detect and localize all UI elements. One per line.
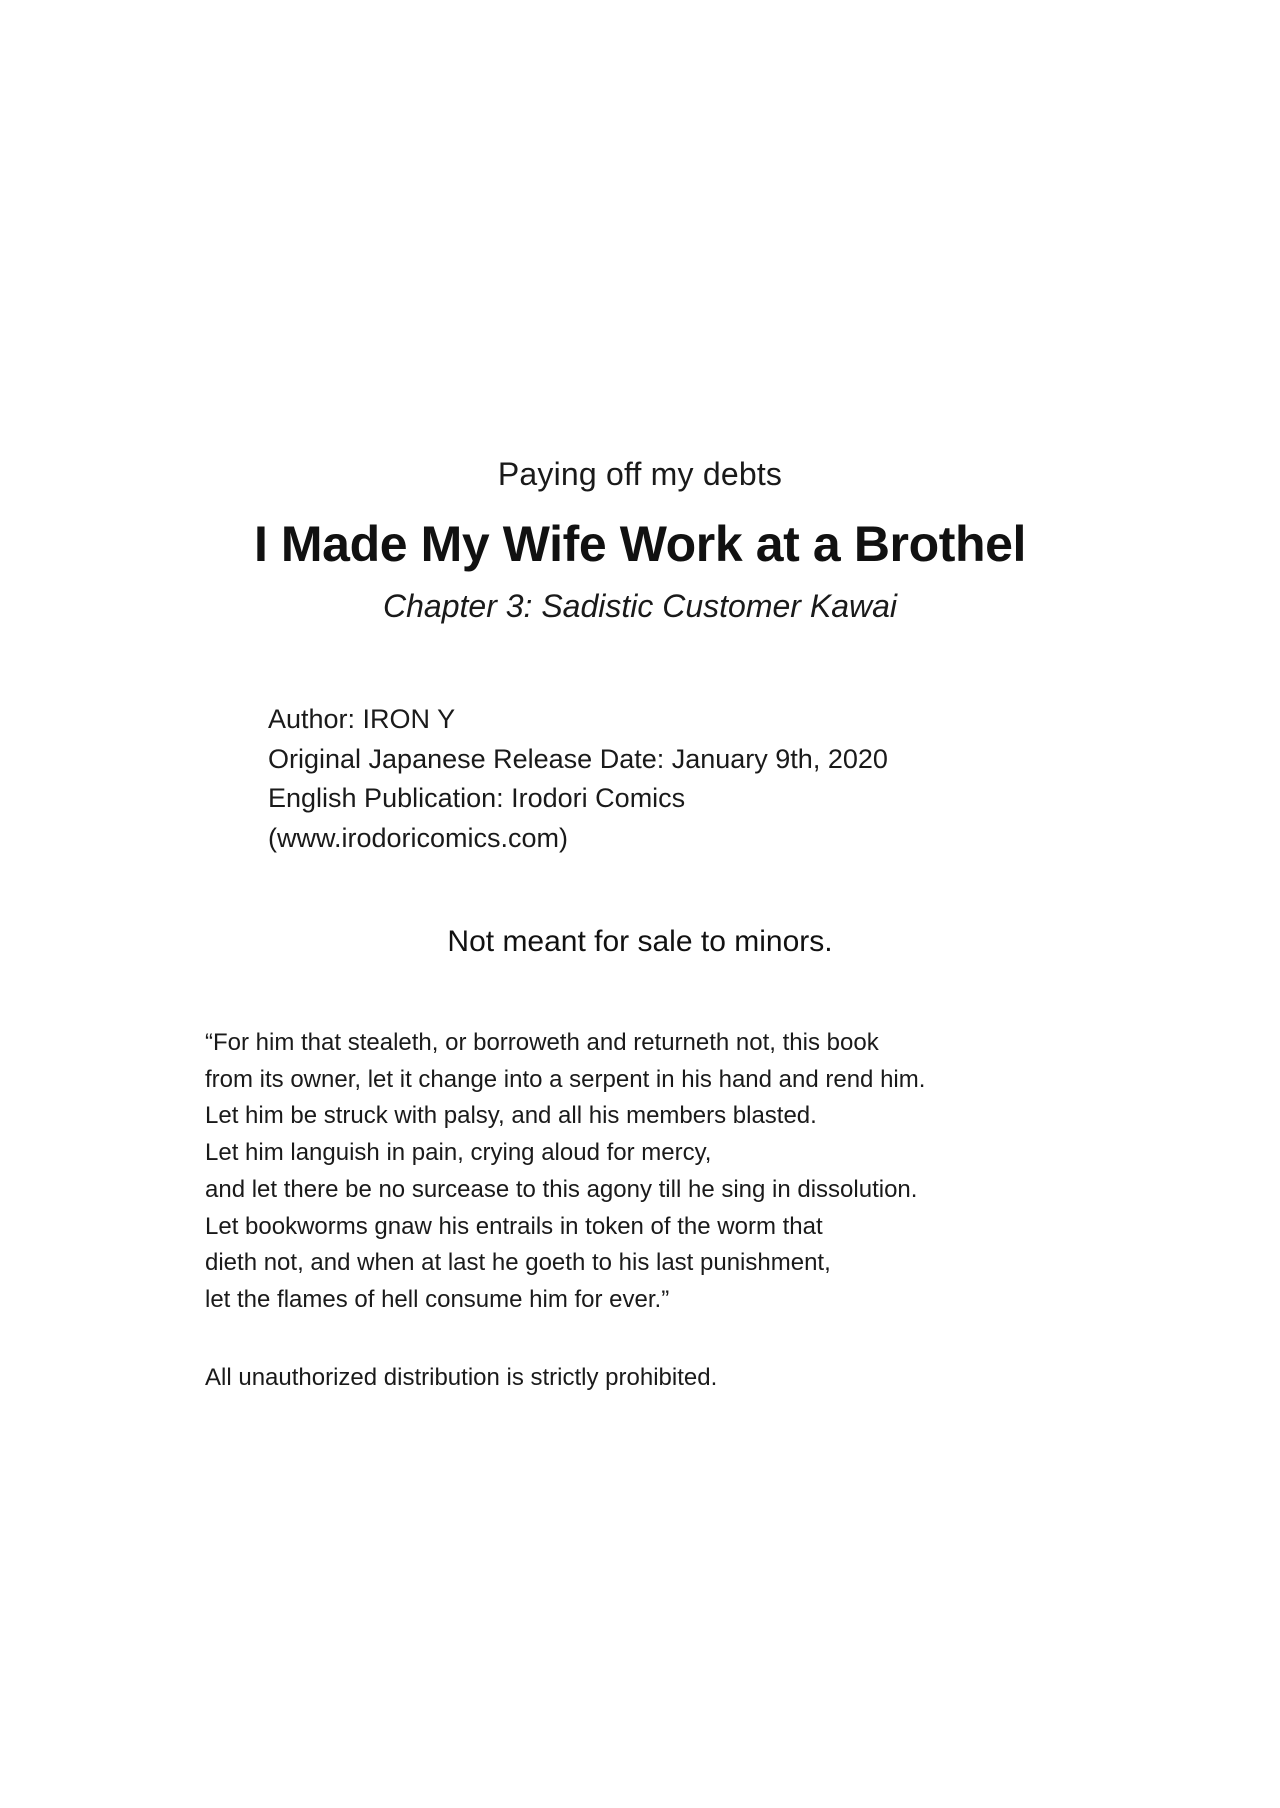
curse-line: from its owner, let it change into a serpent in his hand and rend him.: [205, 1065, 926, 1093]
curse-line: Let him be struck with palsy, and all his members blasted.: [205, 1102, 817, 1130]
curse-line: Let bookworms gnaw his entrails in token of the worm that: [205, 1212, 823, 1240]
curse-line: and let there be no surcease to this agony till he sing in dissolution.: [205, 1175, 918, 1203]
credit-publication: English Publication: Irodori Comics: [268, 783, 686, 814]
book-curse-text: [205, 1025, 1165, 1319]
age-notice: Not meant for sale to minors.: [447, 925, 833, 958]
credit-release-date: Original Japanese Release Date: January 9th, 2020: [268, 743, 888, 774]
credits-block: [268, 700, 1168, 859]
supertitle: Paying off my debts: [497, 456, 783, 492]
curse-line: Let him languish in pain, crying aloud for mercy,: [205, 1139, 712, 1167]
curse-line: “For him that stealeth, or borroweth and returneth not, this book: [205, 1029, 879, 1056]
credit-author: Author: IRON Y: [268, 704, 456, 734]
credit-website: (www.irodoricomics.com): [268, 823, 569, 854]
page-title: I Made My Wife Work at a Brothel: [253, 516, 1027, 573]
curse-line: let the flames of hell consume him for ever.”: [205, 1286, 670, 1314]
curse-line: dieth not, and when at last he goeth to his last punishment,: [205, 1249, 831, 1277]
chapter-subtitle: Chapter 3: Sadistic Customer Kawai: [383, 587, 897, 624]
distribution-notice: All unauthorized distribution is strictly prohibited.: [205, 1364, 718, 1391]
title-block: [0, 455, 1280, 626]
